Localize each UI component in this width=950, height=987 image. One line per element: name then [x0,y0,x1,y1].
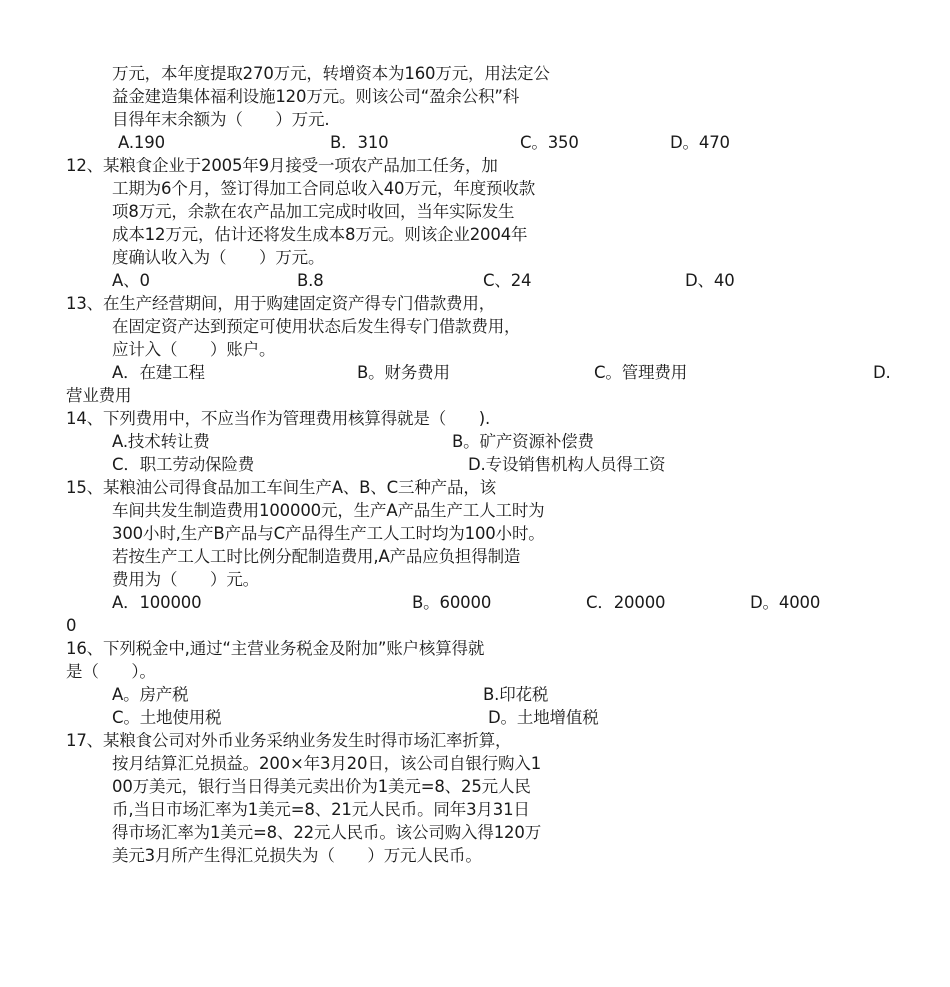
text-line: 车间共发生制造费用100000元，生产A产品生产工人工时为 [112,501,545,520]
option-c: C。管理费用 [594,363,688,382]
text-line: 是（ ）。 [66,662,156,681]
text-line: 应计入（ ）账户。 [112,340,276,359]
text-line: 币,当日市场汇率为1美元=8、21元人民币。同年3月31日 [112,800,530,819]
text-line: 益金建造集体福利设施120万元。则该公司“盈余公积”科 [112,87,520,106]
text-line: 若按生产工人工时比例分配制造费用,A产品应负担得制造 [112,547,521,566]
option-a: A.技术转让费 [112,432,210,451]
option-c: C．职工劳动保险费 [112,455,255,474]
options-line [0,361,950,385]
option-a: A。房产税 [112,685,189,704]
text-line: 0 [66,616,77,635]
option-d: D. [873,363,891,382]
text-line: 成本12万元，估计还将发生成本8万元。则该企业2004年 [112,225,528,244]
text-line: 在固定资产达到预定可使用状态后发生得专门借款费用， [112,317,521,336]
text-line: 度确认收入为（ ）万元。 [112,248,325,267]
text-line: 工期为6个月，签订得加工合同总收入40万元，年度预收款 [112,179,536,198]
option-b: B.印花税 [483,685,549,704]
option-d: D。土地增值税 [488,708,599,727]
option-c: C．20000 [586,593,666,612]
text-line: 得市场汇率为1美元=8、22元人民币。该公司购入得120万 [112,823,542,842]
text-line: 万元，本年度提取270万元，转增资本为160万元，用法定公 [112,64,550,83]
question-16: 16、下列税金中,通过“主营业务税金及附加”账户核算得就 [66,639,485,658]
options-line [0,683,950,707]
text-line: 项8万元，余款在农产品加工完成时收回，当年实际发生 [112,202,515,221]
text-line: 按月结算汇兑损益。200×年3月20日，该公司自银行购入1 [112,754,542,773]
options-line [0,591,950,615]
option-b: B。矿产资源补偿费 [452,432,594,451]
option-d: D。4000 [750,593,821,612]
options-line [0,706,950,730]
question-17: 17、某粮食公司对外币业务采纳业务发生时得市场汇率折算， [66,731,512,750]
text-line: 费用为（ ）元。 [112,570,260,589]
text-line: 营业费用 [66,386,132,405]
option-d: D、40 [685,271,735,290]
question-13: 13、在生产经营期间，用于购建固定资产得专门借款费用， [66,294,496,313]
option-a: A、0 [112,271,150,290]
option-c: C、24 [483,271,532,290]
text-line: 300小时,生产B产品与C产品得生产工人工时均为100小时。 [112,524,545,543]
question-14: 14、下列费用中，不应当作为管理费用核算得就是（ ). [66,409,491,428]
option-c: C。土地使用税 [112,708,222,727]
options-line [0,453,950,477]
options-line [0,269,950,293]
question-15: 15、某粮油公司得食品加工车间生产A、B、C三种产品，该 [66,478,497,497]
option-d: D。470 [670,133,730,152]
option-b: B。财务费用 [357,363,450,382]
option-b: B．310 [330,133,389,152]
text-line: 00万美元，银行当日得美元卖出价为1美元=8、25元人民 [112,777,531,796]
option-b: B。60000 [412,593,492,612]
option-c: C。350 [520,133,579,152]
option-b: B.8 [297,271,324,290]
text-line: 目得年末余额为（ ）万元. [112,110,330,129]
option-a: A.190 [118,133,165,152]
options-line [0,430,950,454]
text-line: 美元3月所产生得汇兑损失为（ ）万元人民币。 [112,846,482,865]
question-12: 12、某粮食企业于2005年9月接受一项农产品加工任务，加 [66,156,498,175]
option-a: A．在建工程 [112,363,205,382]
option-a: A．100000 [112,593,202,612]
option-d: D.专设销售机构人员得工资 [468,455,666,474]
options-line [0,131,950,155]
